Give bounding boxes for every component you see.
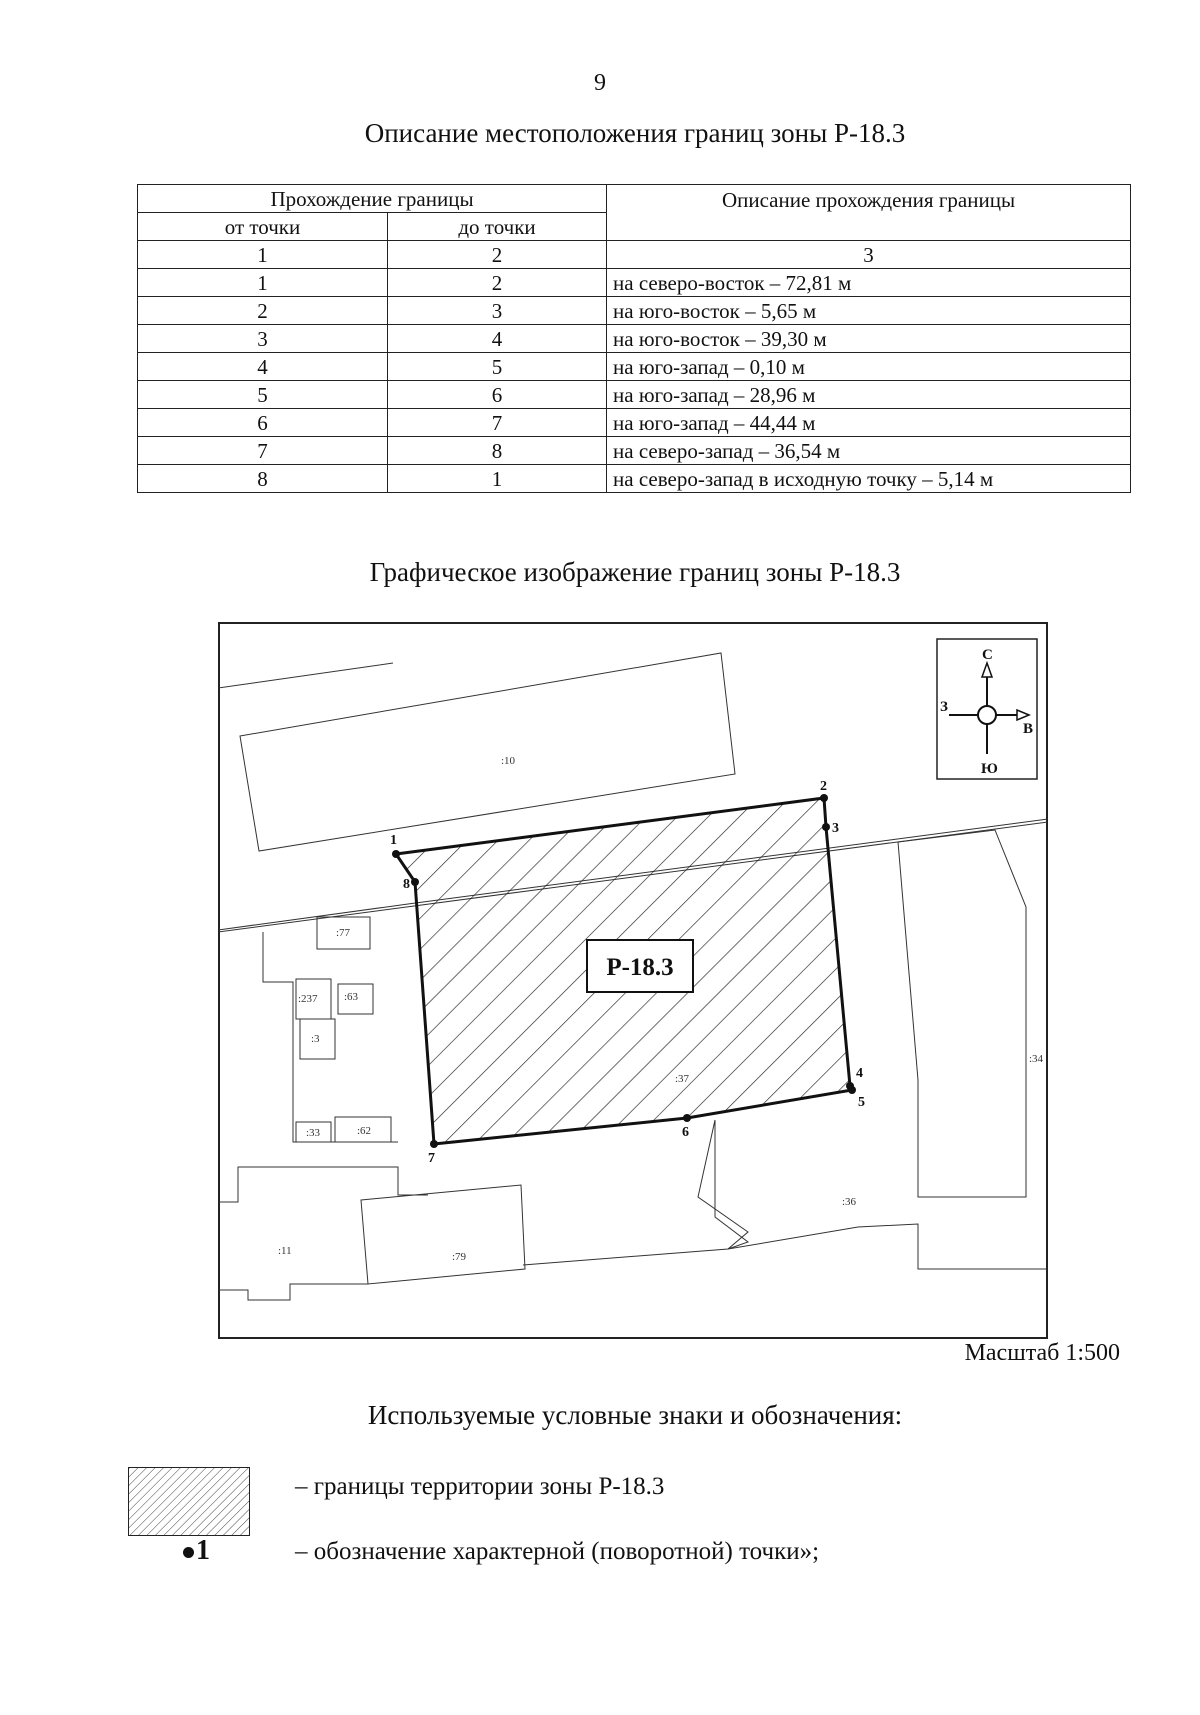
boundary-table bbox=[137, 184, 1131, 493]
cell-to: 3 bbox=[388, 297, 607, 325]
parcel-number: :79 bbox=[452, 1251, 467, 1263]
cell-from: 7 bbox=[138, 437, 388, 465]
parcel-number: :63 bbox=[344, 991, 359, 1003]
compass-west: З bbox=[940, 699, 948, 715]
point-label: 5 bbox=[858, 1095, 865, 1110]
table-row bbox=[138, 465, 1131, 493]
col-number-cell: 3 bbox=[607, 241, 1131, 269]
cell-from: 6 bbox=[138, 409, 388, 437]
point-label: 6 bbox=[682, 1125, 689, 1140]
graphic-title: Графическое изображение границ зоны Р-18.3 bbox=[369, 557, 901, 587]
page-number: 9 bbox=[594, 70, 606, 96]
legend-point-symbol bbox=[183, 1535, 210, 1567]
table-row bbox=[138, 325, 1131, 353]
boundary-point bbox=[683, 1114, 691, 1122]
point-dot-icon bbox=[183, 1547, 194, 1558]
col-number-cell: 2 bbox=[388, 241, 607, 269]
boundary-map bbox=[218, 622, 1048, 1339]
point-label: 3 bbox=[832, 821, 839, 836]
cell-to: 2 bbox=[388, 269, 607, 297]
header-to-cell: до точки bbox=[388, 213, 607, 241]
cell-from: 3 bbox=[138, 325, 388, 353]
table-row bbox=[138, 353, 1131, 381]
cell-desc: на юго-восток – 39,30 м bbox=[607, 325, 1131, 353]
cell-from: 1 bbox=[138, 269, 388, 297]
cell-to: 5 bbox=[388, 353, 607, 381]
point-label: 7 bbox=[428, 1151, 435, 1166]
legend-point-number: 1 bbox=[196, 1535, 210, 1566]
compass-circle bbox=[978, 706, 996, 724]
parcel-number: :237 bbox=[298, 993, 318, 1005]
boundary-point bbox=[430, 1140, 438, 1148]
cell-desc: на северо-восток – 72,81 м bbox=[607, 269, 1131, 297]
parcel-number: :62 bbox=[357, 1125, 372, 1137]
boundary-point bbox=[822, 823, 830, 831]
legend-hatch-symbol bbox=[128, 1467, 250, 1536]
parcel-number: :34 bbox=[1029, 1053, 1044, 1065]
cell-desc: на юго-восток – 5,65 м bbox=[607, 297, 1131, 325]
header-group-cell: Прохождение границы bbox=[138, 185, 607, 213]
table-row bbox=[138, 409, 1131, 437]
cell-from: 4 bbox=[138, 353, 388, 381]
cell-to: 7 bbox=[388, 409, 607, 437]
header-desc-cell: Описание прохождения границы bbox=[607, 185, 1131, 241]
table-row bbox=[138, 381, 1131, 409]
cell-desc: на юго-запад – 44,44 м bbox=[607, 409, 1131, 437]
legend-zone-text: – границы территории зоны Р-18.3 bbox=[295, 1473, 665, 1500]
cell-to: 4 bbox=[388, 325, 607, 353]
table-row bbox=[138, 437, 1131, 465]
boundary-point bbox=[411, 878, 419, 886]
zone-label: Р-18.3 bbox=[606, 954, 674, 981]
cell-to: 6 bbox=[388, 381, 607, 409]
cell-desc: на юго-запад – 0,10 м bbox=[607, 353, 1131, 381]
table-title: Описание местоположения границ зоны Р-18.3 bbox=[364, 118, 906, 148]
cell-from: 5 bbox=[138, 381, 388, 409]
boundary-point bbox=[392, 850, 400, 858]
compass bbox=[937, 639, 1037, 779]
parcel-number: :3 bbox=[311, 1033, 320, 1045]
cell-desc: на северо-запад в исходную точку – 5,14 м bbox=[607, 465, 1131, 493]
cell-desc: на юго-запад – 28,96 м bbox=[607, 381, 1131, 409]
table-row bbox=[138, 269, 1131, 297]
cell-from: 8 bbox=[138, 465, 388, 493]
header-from-cell: от точки bbox=[138, 213, 388, 241]
cell-from: 2 bbox=[138, 297, 388, 325]
point-label: 1 bbox=[390, 833, 397, 848]
parcel-number: :33 bbox=[306, 1127, 321, 1139]
legend-point-text: – обозначение характерной (поворотной) точки»; bbox=[295, 1538, 820, 1565]
parcel-number: :36 bbox=[842, 1196, 857, 1208]
point-label: 2 bbox=[820, 779, 827, 794]
boundary-point bbox=[848, 1086, 856, 1094]
cell-to: 1 bbox=[388, 465, 607, 493]
parcel-number: :37 bbox=[675, 1073, 690, 1085]
compass-south: Ю bbox=[981, 761, 998, 777]
legend-title: Используемые условные знаки и обозначения: bbox=[367, 1400, 903, 1430]
cell-desc: на северо-запад – 36,54 м bbox=[607, 437, 1131, 465]
col-number-cell: 1 bbox=[138, 241, 388, 269]
scale-label: Масштаб 1:500 bbox=[964, 1340, 1120, 1366]
parcel-number: :10 bbox=[501, 755, 516, 767]
parcel-number: :11 bbox=[278, 1245, 292, 1257]
boundary-point bbox=[820, 794, 828, 802]
table-row bbox=[138, 297, 1131, 325]
compass-east: В bbox=[1023, 721, 1034, 737]
cell-to: 8 bbox=[388, 437, 607, 465]
point-label: 8 bbox=[403, 877, 410, 892]
parcel-number: :77 bbox=[336, 927, 351, 939]
compass-north: С bbox=[982, 647, 993, 663]
point-label: 4 bbox=[856, 1066, 863, 1081]
